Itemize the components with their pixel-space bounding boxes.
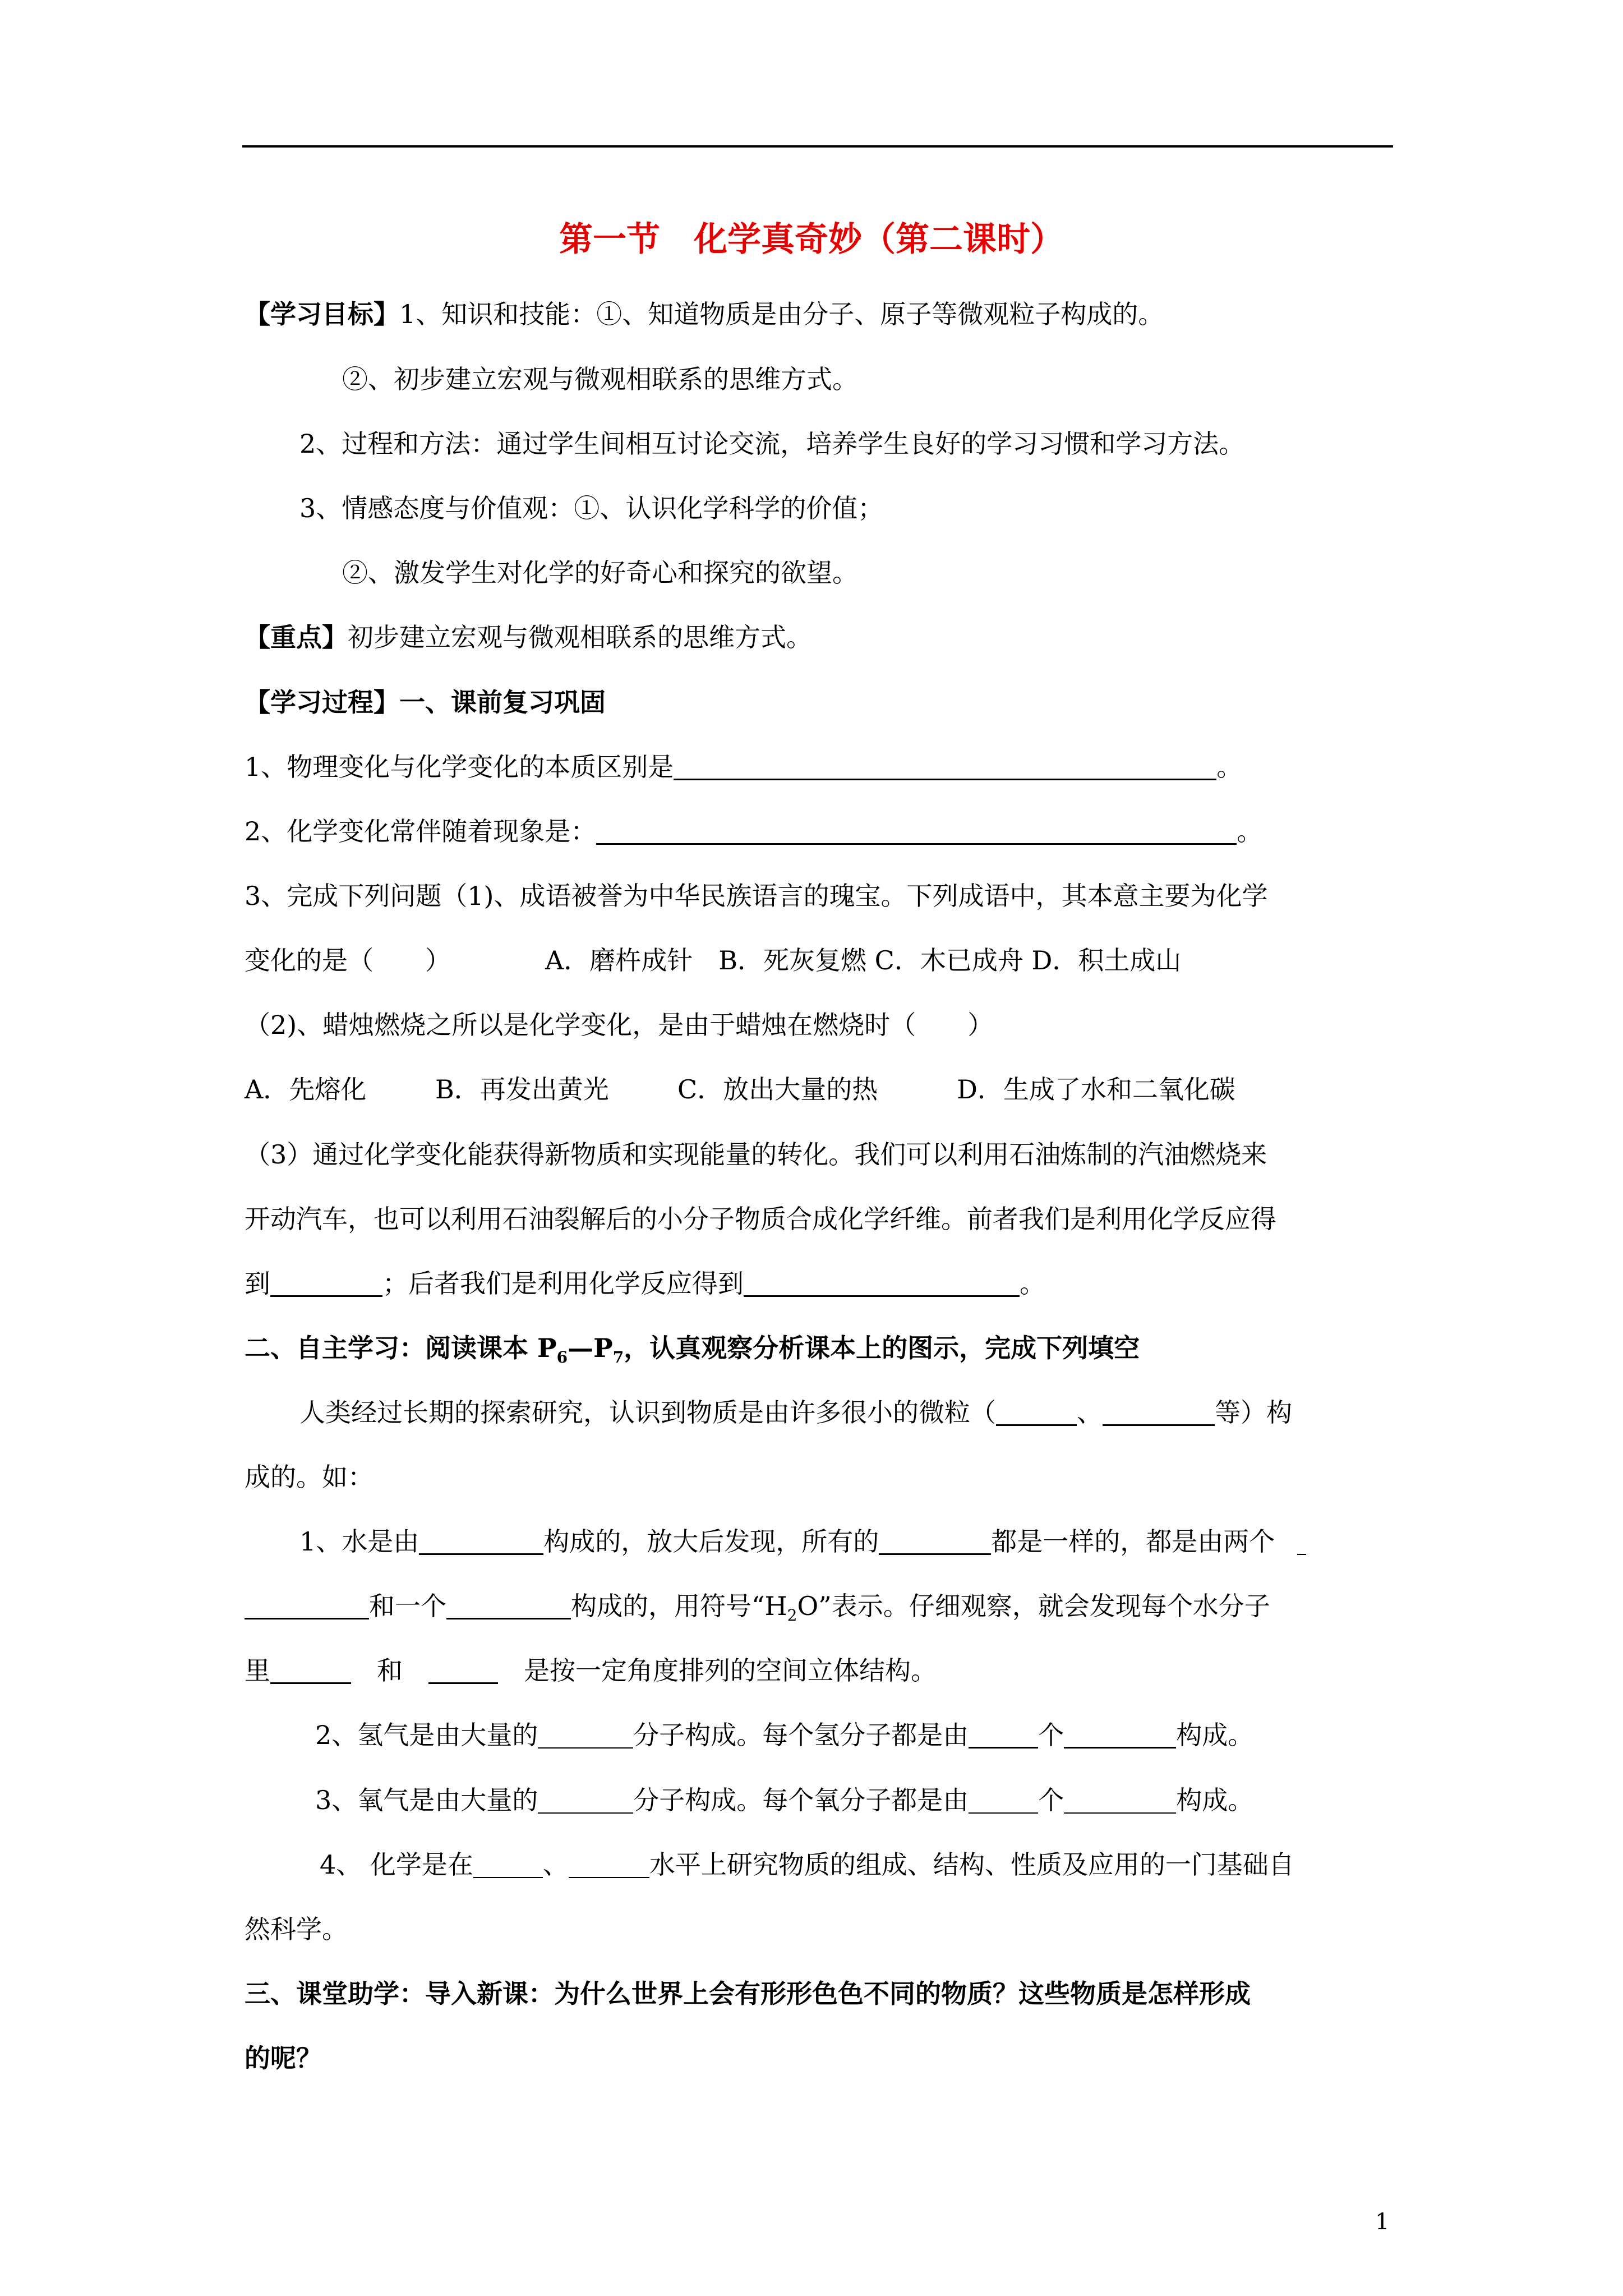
classroom-heading-2: 的呢？	[245, 2043, 322, 2073]
answer-blank[interactable]	[569, 1851, 649, 1878]
answer-blank[interactable]	[245, 1592, 369, 1619]
answer-blank[interactable]	[473, 1851, 543, 1878]
chemistry-line-2: 然科学。	[245, 1914, 348, 1944]
option-b: B．再发出黄光	[435, 1074, 609, 1105]
answer-blank[interactable]	[1297, 1528, 1306, 1555]
objectives-line-2: ②、初步建立宏观与微观相联系的思维方式。	[342, 364, 858, 394]
header-rule	[242, 145, 1393, 148]
review-q3-line-7: 到 ；后者我们是利用化学反应得到 。	[245, 1268, 1045, 1299]
answer-blank[interactable]	[1103, 1398, 1215, 1426]
process-heading: 【学习过程】一、课前复习巩固	[245, 687, 606, 717]
answer-blank[interactable]	[969, 1787, 1038, 1814]
key-point-label: 【重点】	[245, 622, 348, 652]
answer-blank[interactable]	[996, 1398, 1077, 1426]
key-point: 【重点】初步建立宏观与微观相联系的思维方式。	[245, 622, 812, 652]
review-q2: 2、化学变化常伴随着现象是： 。	[245, 816, 1263, 846]
page-title: 第一节 化学真奇妙（第二课时）	[559, 220, 1064, 259]
objectives-label: 【学习目标】	[245, 299, 399, 329]
water-line-2: 和一个 构成的，用符号“$H_2O$”表示。仔细观察，就会发现每个水分子	[245, 1588, 1270, 1634]
answer-blank[interactable]	[969, 1721, 1038, 1749]
objectives-line-5: ②、激发学生对化学的好奇心和探究的欲望。	[342, 558, 858, 588]
review-q3-line-5: （3）通过化学变化能获得新物质和实现能量的转化。我们可以利用石油炼制的汽油燃烧来	[245, 1139, 1267, 1170]
review-q3-line-3: （2)、蜡烛燃烧之所以是化学变化，是由于蜡烛在燃烧时（ ）	[245, 1010, 994, 1040]
review-q1: 1、物理变化与化学变化的本质区别是 。	[245, 752, 1243, 782]
answer-blank[interactable]	[270, 1657, 351, 1684]
objectives-line-1: 【学习目标】1、知识和技能：①、知道物质是由分子、原子等微观粒子构成的。	[245, 299, 1164, 329]
self-study-para-2: 成的。如：	[245, 1462, 374, 1492]
option-c: C．放出大量的热	[677, 1074, 878, 1105]
answer-blank[interactable]	[419, 1527, 543, 1555]
answer-blank[interactable]	[428, 1657, 498, 1684]
review-q3-line-1: 3、完成下列问题（1)、成语被誉为中华民族语言的瑰宝。下列成语中，其本意主要为化学	[245, 881, 1268, 911]
answer-blank[interactable]	[674, 753, 1216, 780]
option-a: A．先熔化	[245, 1074, 367, 1105]
water-line-3: 里 和 是按一定角度排列的空间立体结构。	[245, 1655, 937, 1686]
classroom-heading-1: 三、课堂助学：导入新课：为什么世界上会有形形色色不同的物质？这些物质是怎样形成	[245, 1978, 1251, 2009]
page-number: 1	[1375, 2209, 1390, 2235]
review-q3-line-6: 开动汽车，也可以利用石油裂解后的小分子物质合成化学纤维。前者我们是利用化学反应得	[245, 1204, 1276, 1234]
answer-blank[interactable]	[538, 1787, 633, 1814]
hydrogen-line: 2、氢气是由大量的 分子构成。每个氢分子都是由 个 构成。	[315, 1720, 1254, 1750]
answer-blank[interactable]	[596, 817, 1237, 845]
review-q3-line-2: 变化的是（ ） A．磨杵成针 B．死灰复燃 C．木已成舟 D．积土成山	[245, 945, 1182, 976]
answer-blank[interactable]	[538, 1722, 633, 1749]
water-line-1: 1、水是由 构成的，放大后发现，所有的 都是一样的，都是由两个	[299, 1524, 1306, 1559]
objectives-line-3: 2、过程和方法：通过学生间相互讨论交流，培养学生良好的学习习惯和学习方法。	[299, 429, 1245, 459]
answer-blank[interactable]	[270, 1269, 382, 1297]
answer-blank[interactable]	[879, 1527, 991, 1555]
self-study-heading: 二、自主学习：阅读课本 $P_6—P_7$，认真观察分析课本上的图示，完成下列填空	[245, 1333, 1140, 1366]
option-d: D．生成了水和二氧化碳	[957, 1074, 1235, 1105]
self-study-para-1: 人类经过长期的探索研究，认识到物质是由许多很小的微粒（ 、 等）构	[299, 1397, 1292, 1428]
answer-blank[interactable]	[1064, 1721, 1176, 1749]
chemistry-line-1: 4、 化学是在 、 水平上研究物质的组成、结构、性质及应用的一门基础自	[320, 1849, 1294, 1880]
oxygen-line: 3、氧气是由大量的 分子构成。每个氧分子都是由 个 构成。	[315, 1785, 1254, 1815]
q3-options: A．磨杵成针 B．死灰复燃 C．木已成舟 D．积土成山	[545, 945, 1182, 976]
objectives-line-4: 3、情感态度与价值观：①、认识化学科学的价值；	[299, 493, 884, 523]
answer-blank[interactable]	[744, 1269, 1020, 1297]
answer-blank[interactable]	[446, 1592, 571, 1619]
answer-blank[interactable]	[1064, 1787, 1176, 1814]
